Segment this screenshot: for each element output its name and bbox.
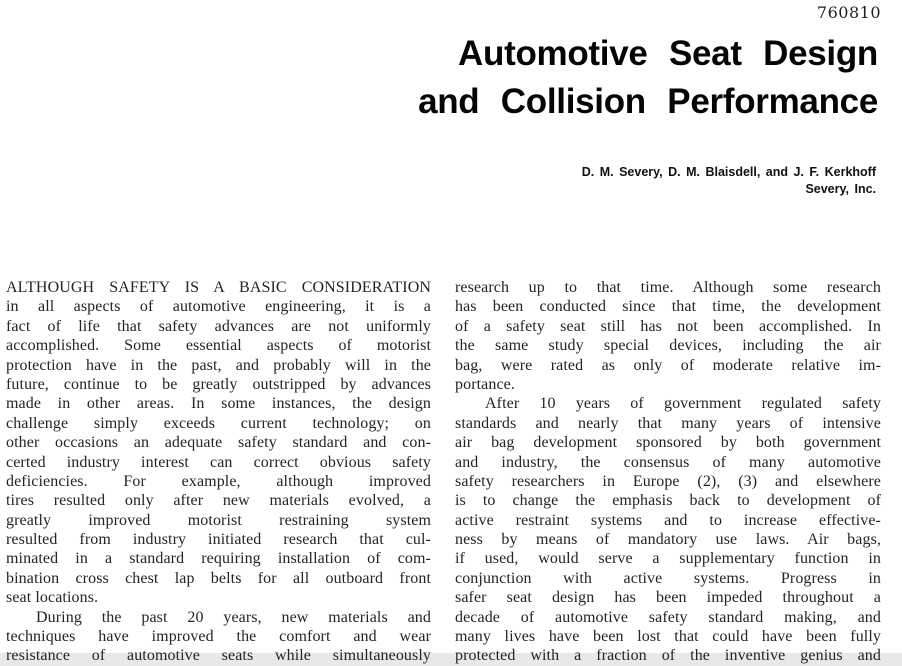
text-line: of a safety seat still has not been accomplished. In <box>455 317 881 335</box>
text-line: made in other areas. In some instances, the design <box>6 395 431 413</box>
author-names: D. M. Severy, D. M. Blaisdell, and J. F. Kerkhoff <box>581 165 876 179</box>
text-line: active restraint systems and to increase effective- <box>455 511 881 529</box>
text-line: is to change the emphasis back to development of <box>455 492 881 510</box>
text-line: bag, were rated as only of moderate relative im- <box>455 356 881 374</box>
text-line: tires resulted only after new materials evolved, a <box>6 492 431 510</box>
text-line: portance. <box>455 375 515 393</box>
right-text-column <box>455 278 881 666</box>
text-line: future, continue to be greatly outstripped by advances <box>6 375 431 393</box>
text-line: safer seat design has been impeded throughout a <box>455 589 881 607</box>
text-line: and industry, the consensus of many automotive <box>455 453 881 471</box>
text-line: standards and nearly that many years of intensive <box>455 414 881 432</box>
text-line: in all aspects of automotive engineering, it is a <box>6 298 431 316</box>
text-line: seat locations. <box>6 589 99 607</box>
text-line: fact of life that safety advances are not uniformly <box>6 317 431 335</box>
text-line: conjunction with active systems. Progress in <box>455 569 881 587</box>
paper-number: 760810 <box>816 3 881 22</box>
text-line: air bag development sponsored by both government <box>455 434 881 452</box>
text-line: techniques have improved the comfort and wear <box>6 628 431 646</box>
text-line: accomplished. Some essential aspects of motorist <box>6 337 431 355</box>
text-line: During the past 20 years, new materials and <box>36 608 431 626</box>
text-line: the same study special devices, including the air <box>455 337 881 355</box>
text-line: many lives have been lost that could have been fully <box>455 628 881 646</box>
paper-title <box>418 30 878 126</box>
text-line: resistance of automotive seats while simultaneously <box>6 647 431 665</box>
text-line: other occasions an adequate safety standard and con- <box>6 434 431 452</box>
text-line: greatly improved motorist restraining system <box>6 511 431 529</box>
text-line: safety researchers in Europe (2), (3) and elsewhere <box>455 472 881 490</box>
text-line: bination cross chest lap belts for all outboard front <box>6 569 431 587</box>
text-line: challenge simply exceeds current technology; on <box>6 414 431 432</box>
paper-title-line-1: Automotive Seat Design <box>458 34 878 73</box>
text-line: research up to that time. Although some research <box>455 279 881 296</box>
text-line: After 10 years of government regulated safety <box>485 395 881 413</box>
text-line: resulted from industry initiated research that cul- <box>6 531 431 549</box>
author-affiliation: Severy, Inc. <box>805 182 876 196</box>
text-line: ALTHOUGH SAFETY IS A BASIC CONSIDERATION <box>6 279 431 296</box>
text-line: certed industry interest can correct obvious safety <box>6 453 431 471</box>
text-line: minated in a standard requiring installation of com- <box>6 550 431 568</box>
text-line: protected with a fraction of the inventive genius and <box>455 647 881 665</box>
paper-title-line-2: and Collision Performance <box>418 82 878 121</box>
text-line: protection have in the past, and probably will in the <box>6 356 431 374</box>
text-line: decade of automotive safety standard making, and <box>455 608 881 626</box>
left-text-column <box>6 278 431 666</box>
author-block <box>582 164 876 198</box>
text-line: deficiencies. For example, although improved <box>6 472 431 490</box>
text-line: if used, would serve a supplementary function in <box>455 550 881 568</box>
text-line: ness by means of mandatory use laws. Air bags, <box>455 531 881 549</box>
text-line: has been conducted since that time, the development <box>455 298 881 316</box>
